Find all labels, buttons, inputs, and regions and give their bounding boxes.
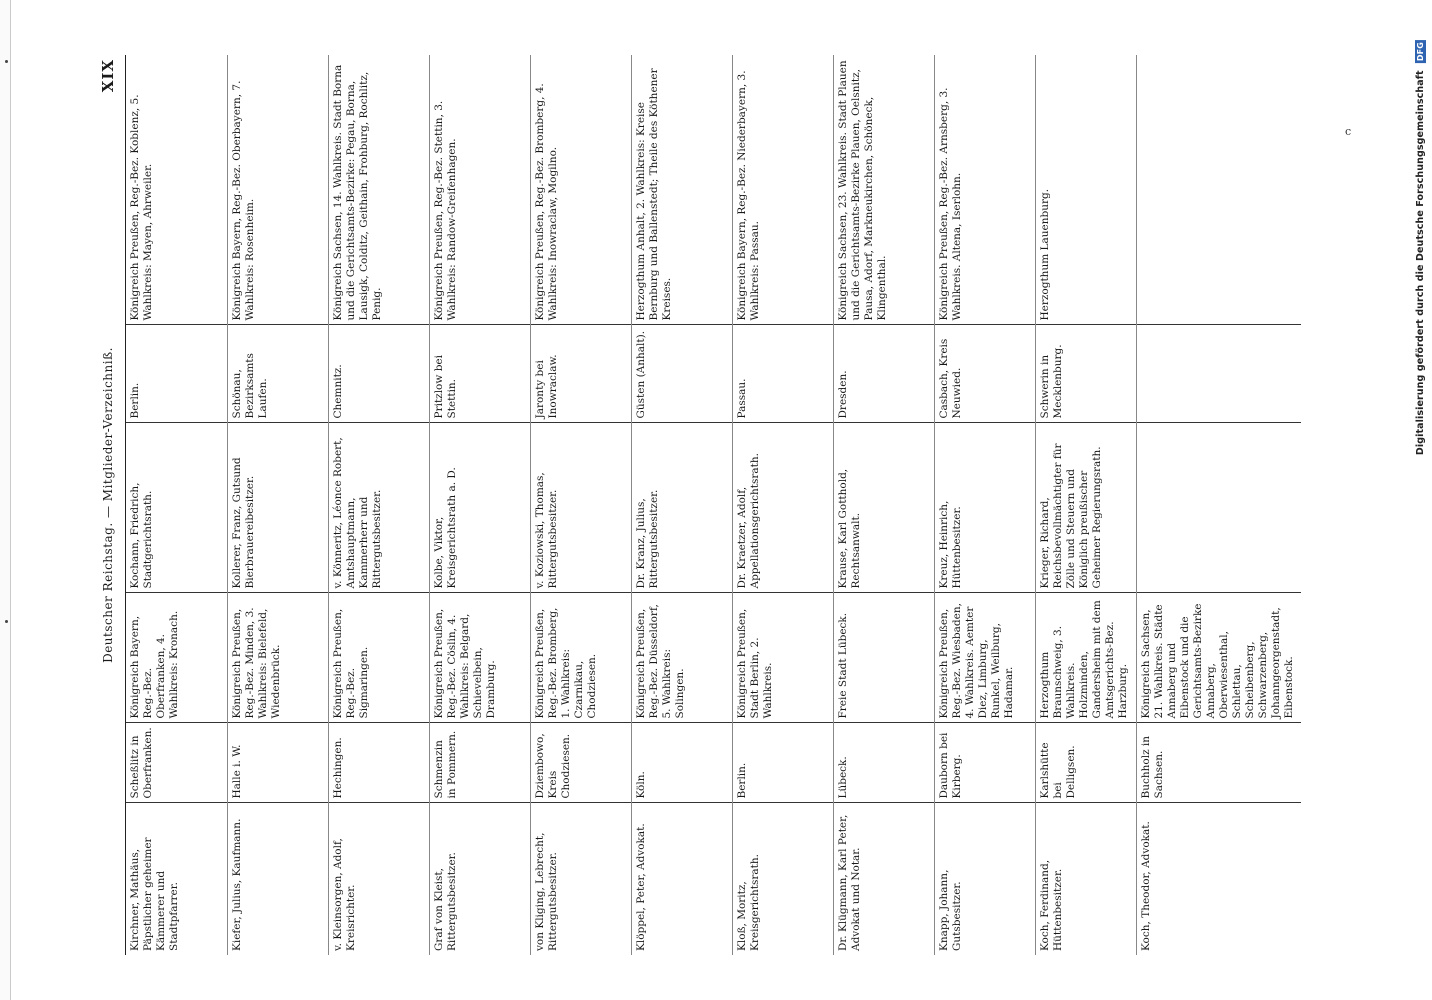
member-constituency: Herzogthum Braunschweig, 3. Wahlkreis. Holzminden, Gandersheim mit dem Amtsgerichts-Bez. Harzburg. bbox=[1035, 593, 1136, 723]
digitization-note bbox=[1415, 40, 1426, 455]
member-name: Dr. Klügmann, Karl Peter, Advokat und Notar. bbox=[833, 803, 934, 955]
member-constituency: Königreich Preußen, Reg.-Bez. Arnsberg, 3. Wahlkreis. Altena, Iserlohn. bbox=[934, 55, 1035, 325]
member-name: Krieger, Richard, Reichsbevollmächtigter für Zölle und Steuern und Königlich preußischer Geheimer Regierungsrath. bbox=[1035, 423, 1136, 593]
member-residence bbox=[1136, 325, 1301, 423]
member-constituency: Königreich Preußen, Stadt Berlin, 2. Wahlkreis. bbox=[732, 593, 833, 723]
member-residence: Schmenzin in Pommern. bbox=[429, 723, 530, 803]
table-row bbox=[934, 55, 1035, 955]
table-row bbox=[227, 55, 328, 955]
member-constituency: Königreich Bayern, Reg.-Bez. Niederbayern, 3. Wahlkreis: Passau. bbox=[732, 55, 833, 325]
member-name: Koch, Ferdinand, Hüttenbesitzer. bbox=[1035, 803, 1136, 955]
member-residence: Schönau, Bezirksamts Laufen. bbox=[227, 325, 328, 423]
member-name bbox=[1136, 423, 1301, 593]
member-constituency: Königreich Sachsen, 23. Wahlkreis. Stadt Plauen und die Gerichtsamts-Bezirke Plauen, Oelsnitz, Pausa, Adorf, Markneukirchen, Schöneck, Klingenthal. bbox=[833, 55, 934, 325]
member-residence: Halle i. W. bbox=[227, 723, 328, 803]
page-number: XIX bbox=[99, 59, 117, 93]
page-edge bbox=[0, 0, 11, 1000]
scan-speck bbox=[5, 60, 8, 63]
member-name: Kirchner, Mathäus, Päpstlicher geheimer Kämmerer und Stadtpfarrer. bbox=[126, 803, 227, 955]
member-name: Graf von Kleist, Rittergutsbesitzer. bbox=[429, 803, 530, 955]
member-name: Kochann, Friedrich, Stadtgerichtsrath. bbox=[126, 423, 227, 593]
member-name: Kreuz, Heinrich, Hüttenbesitzer. bbox=[934, 423, 1035, 593]
member-residence: Dresden. bbox=[833, 325, 934, 423]
table-row bbox=[429, 55, 530, 955]
member-constituency bbox=[1136, 55, 1301, 325]
members-register-table bbox=[126, 55, 1301, 955]
running-head bbox=[95, 55, 126, 955]
member-name: Dr. Kranz, Julius, Rittergutsbesitzer. bbox=[631, 423, 732, 593]
member-constituency: Königreich Preußen, Reg.-Bez. Minden, 3. Wahlkreis: Bielefeld, Wiedenbrück. bbox=[227, 593, 328, 723]
table-row bbox=[126, 55, 227, 955]
member-residence: Dauborn bei Kirberg. bbox=[934, 723, 1035, 803]
member-residence: Pritzlow bei Stettin. bbox=[429, 325, 530, 423]
member-residence: Dziembowo, Kreis Chodziesen. bbox=[530, 723, 631, 803]
member-residence: Schwerin in Mecklenburg. bbox=[1035, 325, 1136, 423]
member-name: Knapp, Johann, Gutsbesitzer. bbox=[934, 803, 1035, 955]
member-constituency: Herzogthum Anhalt, 2. Wahlkreis: Kreise Bernburg und Ballenstedt; Theile des Köthener Kreises. bbox=[631, 55, 732, 325]
member-name: Kollerer, Franz, Gutsund Bierbrauereibesitzer. bbox=[227, 423, 328, 593]
member-constituency: Königreich Preußen, Reg.-Bez. Düsseldorf, 5. Wahlkreis: Solingen. bbox=[631, 593, 732, 723]
member-name: v. Kleinsorgen, Adolf, Kreisrichter. bbox=[328, 803, 429, 955]
member-name: Dr. Kraetzer, Adolf, Appellationsgerichtsrath. bbox=[732, 423, 833, 593]
member-name: Kolbe, Viktor, Kreisgerichtsrath a. D. bbox=[429, 423, 530, 593]
rotated-page bbox=[95, 55, 1320, 955]
member-residence: Chemnitz. bbox=[328, 325, 429, 423]
member-residence: Jaronty bei Inowraclaw. bbox=[530, 325, 631, 423]
member-residence: Berlin. bbox=[732, 723, 833, 803]
member-constituency: Königreich Preußen, Reg.-Bez. Stettin, 3. Wahlkreis: Randow-Greifenhagen. bbox=[429, 55, 530, 325]
table-row bbox=[631, 55, 732, 955]
member-residence: Berlin. bbox=[126, 325, 227, 423]
table-row bbox=[732, 55, 833, 955]
member-constituency: Königreich Preußen, Reg.-Bez. Sigmaringen. bbox=[328, 593, 429, 723]
member-name: Kloß, Moritz, Kreisgerichtsrath. bbox=[732, 803, 833, 955]
member-name: Kiefer, Julius, Kaufmann. bbox=[227, 803, 328, 955]
member-name: Koch, Theodor, Advokat. bbox=[1139, 821, 1152, 951]
member-constituency: Königreich Preußen, Reg.-Bez. Koblenz, 5. Wahlkreis: Mayen, Ahrweiler. bbox=[126, 55, 227, 325]
member-name: v. Könneritz, Léonce Robert, Amtshauptmann, Kammerherr und Rittergutsbesitzer. bbox=[328, 423, 429, 593]
member-name: von Kliging, Lebrecht, Rittergutsbesitzer. bbox=[530, 803, 631, 955]
member-name: Klöppel, Peter, Advokat. bbox=[631, 803, 732, 955]
member-constituency: Königreich Preußen, Reg.-Bez. Cöslin, 4. Wahlkreis: Belgard, Schievelbein, Dramburg. bbox=[429, 593, 530, 723]
digitization-text: Digitalisierung gefördert durch die Deutsche Forschungsgemeinschaft bbox=[1415, 70, 1426, 456]
member-name: v. Koziowski, Thomas, Rittergutsbesitzer. bbox=[530, 423, 631, 593]
member-constituency: Königreich Sachsen, 21. Wahlkreis. Städte Annaberg und Eibenstock und die Gerichtsamts-Bezirke Annaberg, Oberwiesenthal, Schlettau, Scheibenberg, Schwarzenberg, Johanngeorgenstadt, Eibenstock. bbox=[1136, 593, 1301, 723]
member-constituency: Königreich Bayern, Reg.-Bez. Oberfranken, 4. Wahlkreis: Kronach. bbox=[126, 593, 227, 723]
member-constituency: Freie Stadt Lübeck. bbox=[833, 593, 934, 723]
member-constituency: Herzogthum Lauenburg. bbox=[1035, 55, 1136, 325]
table-row bbox=[833, 55, 934, 955]
dfg-logo: DFG bbox=[1416, 42, 1425, 61]
corner-mark: c bbox=[1345, 125, 1352, 138]
member-residence: Köln. bbox=[631, 723, 732, 803]
member-residence: Güsten (Anhalt). bbox=[631, 325, 732, 423]
table-row bbox=[328, 55, 429, 955]
page-title: Deutscher Reichstag. — Mitglieder-Verzeichniß. bbox=[101, 347, 115, 663]
member-residence: Buchholz in Sachsen. bbox=[1136, 723, 1301, 803]
table-row bbox=[1136, 55, 1301, 955]
member-name: Krause, Karl Gotthold, Rechtsanwalt. bbox=[833, 423, 934, 593]
table-row bbox=[1035, 55, 1136, 955]
member-residence: Hechingen. bbox=[328, 723, 429, 803]
table-row bbox=[530, 55, 631, 955]
member-residence: Casbach, Kreis Neuwied. bbox=[934, 325, 1035, 423]
member-constituency: Königreich Bayern, Reg.-Bez. Oberbayern, 7. Wahlkreis: Rosenheim. bbox=[227, 55, 328, 325]
member-residence: Scheßlitz in Oberfranken. bbox=[126, 723, 227, 803]
member-residence: Passau. bbox=[732, 325, 833, 423]
member-constituency: Königreich Preußen, Reg.-Bez. Bromberg, 4. Wahlkreis: Inowraclaw, Mogilno. bbox=[530, 55, 631, 325]
member-residence: Lübeck. bbox=[833, 723, 934, 803]
member-constituency: Königreich Preußen, Reg.-Bez. Bromberg, 1. Wahlkreis: Czarnikau, Chodziesen. bbox=[530, 593, 631, 723]
member-residence: Karlshütte bei Delligsen. bbox=[1035, 723, 1136, 803]
member-constituency: Königreich Sachsen, 14. Wahlkreis. Stadt Borna und die Gerichtsamts-Bezirke: Pegau, Borna, Lausigk, Colditz, Geithain, Frohburg, Rochlitz, Penig. bbox=[328, 55, 429, 325]
member-constituency: Königreich Preußen, Reg.-Bez. Wiesbaden, 4. Wahlkreis. Aemter Diez, Limburg, Runkel, Weilburg, Hadamar. bbox=[934, 593, 1035, 723]
scan-speck bbox=[5, 620, 8, 623]
